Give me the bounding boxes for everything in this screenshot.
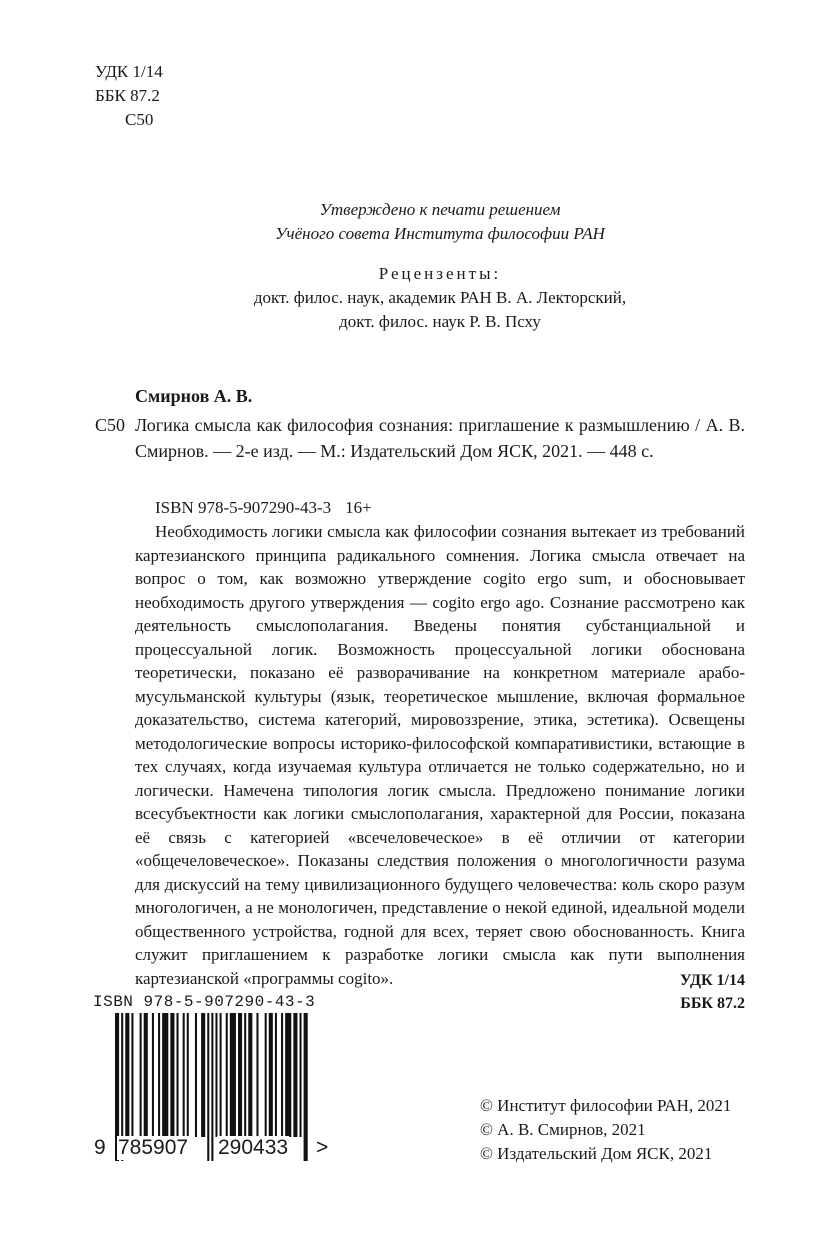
barcode-bar xyxy=(152,1013,154,1137)
barcode-bar xyxy=(304,1013,308,1161)
author-mark: С50 xyxy=(125,110,154,129)
reviewers-label: Рецензенты: xyxy=(378,264,502,283)
barcode-bar xyxy=(215,1013,217,1137)
barcode-digits-left: 785907 xyxy=(118,1136,189,1159)
barcode-bar xyxy=(162,1013,168,1137)
barcode-bar xyxy=(158,1013,160,1137)
barcode-bar xyxy=(220,1013,222,1137)
bbk-code: ББК 87.2 xyxy=(95,86,160,105)
barcode-bar xyxy=(300,1013,302,1137)
bottom-bbk: ББК 87.2 xyxy=(680,995,745,1012)
barcode-digits-right: 290433 xyxy=(218,1136,289,1159)
barcode-bar xyxy=(211,1013,213,1161)
reviewer-1: докт. филос. наук, академик РАН В. А. Лекторский, xyxy=(253,288,627,307)
barcode-isbn-text: ISBN 978-5-907290-43-3 xyxy=(93,993,316,1011)
barcode-bar xyxy=(226,1013,228,1137)
barcode-bar xyxy=(195,1013,197,1137)
reviewers-block xyxy=(190,262,690,334)
barcode-bar xyxy=(140,1013,142,1137)
barcode-digit-prefix: 9 xyxy=(94,1136,106,1159)
classification-block xyxy=(95,60,163,132)
barcode-bar xyxy=(131,1013,133,1137)
reviewer-2: докт. филос. наук Р. В. Псху xyxy=(339,312,541,331)
copyright-3: © Издательский Дом ЯСК, 2021 xyxy=(480,1144,713,1163)
approval-line-2: Учёного совета Института философии РАН xyxy=(275,224,605,243)
copyright-block xyxy=(480,1094,731,1166)
barcode-arrow: > xyxy=(316,1136,329,1159)
isbn-number: ISBN 978-5-907290-43-3 xyxy=(155,498,332,517)
bottom-index xyxy=(680,969,745,1015)
copyright-1: © Институт философии РАН, 2021 xyxy=(480,1096,732,1115)
copyright-2: © А. В. Смирнов, 2021 xyxy=(480,1120,646,1139)
entry-code: С50 xyxy=(95,415,126,435)
age-rating: 16+ xyxy=(345,498,372,517)
abstract-paragraph: Необходимость логики смысла как философии сознания вытекает из требований картезианского принципа радикального сомнения. Логика смысла отвечает на вопрос о том, как возможно утверждение cogito ergo sum, и обосновывает необходимость другого утверждения — cogito ergo ago. Сознание рассмотрено как деятельность смыслополагания. Введены понятия субстанциальной и процессуальной логик. Возможность процессуальной логики обоснована теоретически, показано её разворачивание на конкретном материале арабо-мусульманской культуры (язык, теоретическое мышление, включая формальное доказательство, система категорий, мировоззрение, этика, эстетика). Освещены методологические вопросы историко-философской компаративистики, встающие в тех случаях, когда изучаемая культура отличается не только содержательно, но и логически. Намечена типология логик смысла. Предложено понимание логики всесубъектности как логики смыслополагания, характерной для России, показана её связь с категорией «всечеловеческое» в её отличии от категории «общечеловеческое». Показаны следствия положения о многологичности разума для дискуссий на тему цивилизационного будущего человечества: коль скоро разум многологичен, а не монологичен, представление о некой единой, идеальной модели общественного устройства, годной для всех, теряет свою обоснованность. Книга служит приглашением к разработке логики смысла как пути выполнения картезианской «программы cogito». xyxy=(135,522,745,988)
barcode-bar xyxy=(238,1013,242,1137)
barcode-bar xyxy=(207,1013,209,1161)
barcode-bar xyxy=(187,1013,189,1137)
barcode-bar xyxy=(285,1013,291,1137)
barcode-bar xyxy=(230,1013,236,1137)
barcode-bar xyxy=(293,1013,297,1137)
bottom-udk: УДК 1/14 xyxy=(679,972,745,989)
barcode-bar xyxy=(281,1013,283,1137)
author-name: Смирнов А. В. xyxy=(135,386,253,406)
barcode-bar xyxy=(144,1013,148,1137)
barcode-bar xyxy=(170,1013,174,1137)
barcode-bar xyxy=(125,1013,129,1137)
approval-line-1: Утверждено к печати решением xyxy=(319,200,561,219)
barcode-bar xyxy=(201,1013,205,1137)
barcode-bar xyxy=(256,1013,258,1137)
barcode-bar xyxy=(269,1013,273,1137)
isbn-line xyxy=(155,496,372,520)
barcode-bar xyxy=(265,1013,267,1137)
barcode-bar xyxy=(244,1013,246,1137)
barcode-bar xyxy=(183,1013,185,1137)
udk-code: УДК 1/14 xyxy=(95,62,163,81)
bibliographic-description: Логика смысла как философия сознания: приглашение к размышлению / А. В. Смирнов. — 2-е изд. — М.: Издательский Дом ЯСК, 2021. — 448 с. xyxy=(135,415,745,461)
approval-note xyxy=(190,198,690,246)
barcode-bar xyxy=(275,1013,277,1137)
barcode-bar xyxy=(248,1013,252,1137)
barcode-bar xyxy=(177,1013,179,1137)
